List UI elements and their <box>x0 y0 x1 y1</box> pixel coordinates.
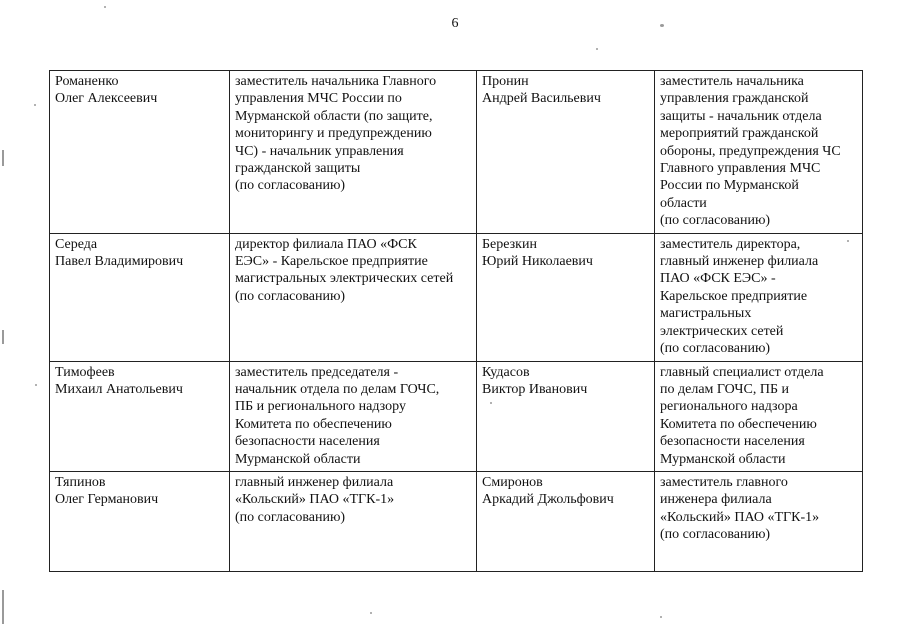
member-surname: Смиронов <box>482 474 543 490</box>
member-name-cell <box>477 361 655 471</box>
table-row <box>50 71 863 234</box>
position-line: Комитета по обеспечению <box>235 416 392 432</box>
table-row <box>50 233 863 361</box>
position-line: главный инженер филиала <box>235 474 394 490</box>
position-line: «Кольский» ПАО «ТГК-1» <box>235 492 395 508</box>
scan-speck <box>2 150 4 166</box>
scan-speck <box>2 330 4 344</box>
position-line: заместитель начальника <box>660 74 804 89</box>
member-position-cell <box>655 71 863 234</box>
members-table <box>49 70 863 572</box>
position-line: Главного управления МЧС <box>660 161 821 177</box>
position-line: (по согласованию) <box>660 527 771 543</box>
scan-speck <box>35 384 37 386</box>
member-name-cell <box>477 471 655 571</box>
position-line: Карельское предприятие <box>660 288 808 304</box>
member-surname: Пронин <box>482 74 529 89</box>
position-line: Мурманской области <box>660 451 786 467</box>
position-line: безопасности населения <box>235 434 380 450</box>
position-line: мероприятий гражданской <box>660 126 819 142</box>
scan-speck <box>847 240 849 242</box>
position-line: магистральных <box>660 306 752 322</box>
scan-speck <box>490 402 492 404</box>
position-line: Комитета по обеспечению <box>660 416 817 432</box>
member-name-cell <box>50 71 230 234</box>
position-line: (по согласованию) <box>235 178 346 194</box>
member-surname: Кудасов <box>482 364 530 380</box>
scan-speck <box>660 24 664 27</box>
member-position-cell <box>230 361 477 471</box>
position-line: ПБ и регионального надзору <box>235 399 406 415</box>
position-line: управления гражданской <box>660 91 809 107</box>
table-row <box>50 361 863 471</box>
position-line: гражданской защиты <box>235 161 361 177</box>
position-line: начальник отдела по делам ГОЧС, <box>235 381 440 397</box>
member-name-cell <box>50 361 230 471</box>
position-line: обороны, предупреждения ЧС <box>660 143 841 159</box>
position-line: магистральных электрических сетей <box>235 271 454 287</box>
member-given-names: Виктор Иванович <box>482 381 588 397</box>
scan-speck <box>370 612 372 614</box>
position-line: (по согласованию) <box>235 509 346 525</box>
position-line: инженера филиала <box>660 492 772 508</box>
position-line: мониторингу и предупреждению <box>235 126 432 142</box>
scan-speck <box>596 48 598 50</box>
member-given-names: Михаил Анатольевич <box>55 381 183 397</box>
position-line: (по согласованию) <box>235 288 346 304</box>
position-line: электрических сетей <box>660 323 784 339</box>
member-position-cell <box>230 233 477 361</box>
position-line: регионального надзора <box>660 399 798 415</box>
position-line: по делам ГОЧС, ПБ и <box>660 381 789 397</box>
member-position-cell <box>655 233 863 361</box>
member-name-cell <box>477 71 655 234</box>
member-position-cell <box>655 471 863 571</box>
position-line: (по согласованию) <box>660 213 771 229</box>
position-line: заместитель главного <box>660 474 788 490</box>
member-given-names: Павел Владимирович <box>55 254 184 270</box>
position-line: (по согласованию) <box>660 341 771 357</box>
page-number: 6 <box>451 16 459 31</box>
member-surname: Романенко <box>55 74 119 89</box>
scan-speck <box>34 104 36 106</box>
member-position-cell <box>230 471 477 571</box>
position-line: безопасности населения <box>660 434 805 450</box>
position-line: директор филиала ПАО «ФСК <box>235 236 417 252</box>
member-position-cell <box>230 71 477 234</box>
member-name-cell <box>50 471 230 571</box>
scan-speck <box>104 6 106 8</box>
position-line: ПАО «ФСК ЕЭС» - <box>660 271 776 287</box>
position-line: заместитель начальника Главного <box>235 74 437 89</box>
position-line: области <box>660 195 707 211</box>
member-surname: Тимофеев <box>55 364 115 380</box>
position-line: заместитель директора, <box>660 236 801 252</box>
member-surname: Середа <box>55 236 98 252</box>
member-surname: Тяпинов <box>55 474 106 490</box>
member-given-names: Аркадий Джольфович <box>482 492 614 508</box>
table-row <box>50 471 863 571</box>
position-line: «Кольский» ПАО «ТГК-1» <box>660 509 820 525</box>
position-line: России по Мурманской <box>660 178 799 194</box>
scan-speck <box>2 590 4 624</box>
member-given-names: Андрей Васильевич <box>482 91 601 107</box>
position-line: главный инженер филиала <box>660 254 819 270</box>
position-line: ЧС) - начальник управления <box>235 143 404 159</box>
member-given-names: Олег Алексеевич <box>55 91 158 107</box>
position-line: Мурманской области (по защите, <box>235 108 433 124</box>
position-line: главный специалист отдела <box>660 364 824 380</box>
member-position-cell <box>655 361 863 471</box>
member-name-cell <box>477 233 655 361</box>
position-line: Мурманской области <box>235 451 361 467</box>
member-given-names: Олег Германович <box>55 492 159 508</box>
member-given-names: Юрий Николаевич <box>482 254 593 270</box>
position-line: защиты - начальник отдела <box>660 108 822 124</box>
position-line: заместитель председателя - <box>235 364 399 380</box>
member-surname: Березкин <box>482 236 537 252</box>
position-line: управления МЧС России по <box>235 91 402 107</box>
position-line: ЕЭС» - Карельское предприятие <box>235 254 428 270</box>
scan-speck <box>660 616 662 618</box>
member-name-cell <box>50 233 230 361</box>
